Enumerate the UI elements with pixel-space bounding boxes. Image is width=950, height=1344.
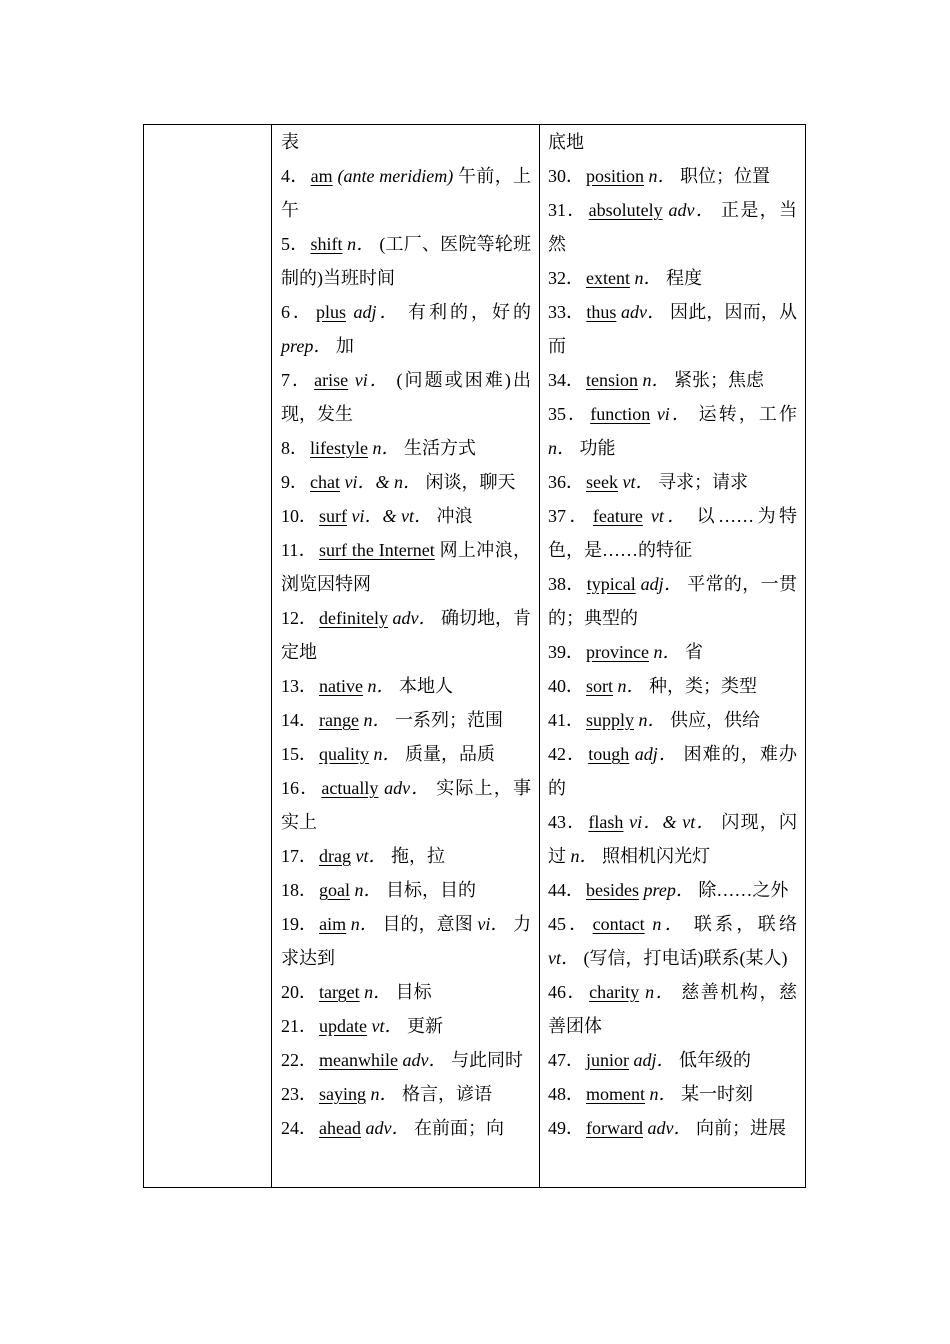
table-empty-column: [144, 125, 272, 1187]
entry-word: surf the Internet: [319, 540, 435, 560]
entry-number: 30．: [548, 166, 584, 186]
entry-word: moment: [586, 1084, 645, 1104]
entry-definition: 职位；位置: [680, 166, 771, 186]
entry-word: position: [586, 166, 645, 186]
entry-word: arise: [314, 370, 349, 390]
entry-part-of-speech: n．: [649, 1084, 677, 1104]
entry-definition-2: 功能: [579, 438, 616, 458]
entry-number: 12．: [281, 608, 318, 628]
entry-number: 23．: [281, 1084, 317, 1104]
entry-part-of-speech: n．: [370, 1084, 398, 1104]
entry-number: 6．: [281, 302, 314, 322]
entry-definition: 困难的，难办的: [548, 744, 798, 798]
entry-number: 14．: [281, 710, 317, 730]
entry-part-of-speech: vt．: [650, 506, 689, 526]
vocab-entry: [281, 873, 531, 907]
entry-number: 7．: [281, 370, 313, 390]
vocab-entry: [548, 1077, 797, 1111]
entry-word: quality: [319, 744, 369, 764]
vocab-entry: [548, 295, 797, 363]
vocab-entry: [281, 363, 531, 431]
entry-definition: 某一时刻: [681, 1084, 753, 1104]
entry-part-of-speech: n．: [634, 268, 662, 288]
entry-part-of-speech: vi．: [656, 404, 693, 424]
entry-word: supply: [586, 710, 635, 730]
entry-definition: 目标，目的: [386, 880, 476, 900]
entry-part-of-speech: vt．: [355, 846, 387, 866]
entry-number: 38．: [548, 574, 585, 594]
entry-word: junior: [586, 1050, 629, 1070]
entry-part-of-speech: n．: [642, 370, 670, 390]
vocab-entry: [281, 737, 531, 771]
entry-word: seek: [586, 472, 618, 492]
vocab-entry: [548, 125, 797, 159]
vocab-column-right: [540, 125, 805, 1187]
vocab-entry: [281, 669, 531, 703]
entry-word: flash: [588, 812, 624, 832]
entry-part-of-speech: n．: [350, 914, 378, 934]
entry-number: 19．: [281, 914, 318, 934]
entry-definition: 除……之外: [698, 880, 789, 900]
entry-word: goal: [319, 880, 350, 900]
entry-number: 36．: [548, 472, 584, 492]
entry-part-of-speech: adv．: [668, 200, 716, 220]
entry-definition-2: 加: [335, 336, 354, 356]
entry-number: 44．: [548, 880, 584, 900]
entry-continuation: 表: [281, 132, 299, 152]
entry-number: 8．: [281, 438, 308, 458]
entry-word: meanwhile: [319, 1050, 398, 1070]
entry-part-of-speech: adv．: [384, 778, 431, 798]
entry-definition: 正是，当然: [548, 200, 798, 254]
entry-word: drag: [319, 846, 351, 866]
entry-definition: 本地人: [398, 676, 453, 696]
entry-part-of-speech: adj．: [634, 744, 678, 764]
entry-number: 10．: [281, 506, 317, 526]
entry-continuation: 底地: [548, 132, 584, 152]
entry-definition: 寻求；请求: [657, 472, 748, 492]
entry-word: target: [319, 982, 360, 1002]
entry-part-of-speech: adv．: [402, 1050, 447, 1070]
entry-number: 9．: [281, 472, 308, 492]
vocab-entry: [281, 1077, 531, 1111]
entry-definition: 程度: [665, 268, 702, 288]
entry-part-of-speech: n．: [373, 744, 401, 764]
vocab-entry: [281, 499, 531, 533]
vocab-entry: [281, 839, 531, 873]
entry-definition: (工厂、医院等轮班制的)当班时间: [281, 234, 532, 288]
entry-part-of-speech: n．: [652, 914, 687, 934]
entry-word: update: [319, 1016, 367, 1036]
entry-definition: 有利的，好的: [408, 302, 532, 322]
entry-word: plus: [316, 302, 347, 322]
vocab-entry: [548, 873, 797, 907]
entry-number: 33．: [548, 302, 585, 322]
entry-word: feature: [592, 506, 643, 526]
entry-part-of-speech-2: n．: [570, 846, 598, 866]
entry-word: province: [586, 642, 649, 662]
entry-number: 21．: [281, 1016, 317, 1036]
vocab-entry: [281, 159, 531, 227]
entry-part-of-speech: n．: [638, 710, 666, 730]
entry-part-of-speech: n．: [354, 880, 382, 900]
entry-number: 40．: [548, 676, 584, 696]
entry-word: charity: [589, 982, 640, 1002]
entry-definition: 目的，意图: [382, 914, 473, 934]
vocab-entry: [548, 465, 797, 499]
entry-number: 42．: [548, 744, 587, 764]
vocab-entry: [548, 159, 797, 193]
entry-part-of-speech: adv．: [392, 608, 437, 628]
entry-definition-2: 照相机闪光灯: [602, 846, 710, 866]
vocab-entry: [281, 125, 531, 159]
entry-number: 17．: [281, 846, 317, 866]
entry-definition: 确切地，肯定地: [281, 608, 532, 662]
vocab-entry: [281, 295, 531, 363]
entry-word: surf: [319, 506, 347, 526]
entry-definition: 生活方式: [403, 438, 476, 458]
vocab-entry: [281, 907, 531, 975]
entry-part-of-speech-2: vi．: [477, 914, 509, 934]
entry-definition: 冲浪: [436, 506, 473, 526]
vocab-entry: [548, 397, 797, 465]
entry-number: 37．: [548, 506, 591, 526]
entry-part-of-speech: adv．: [365, 1118, 410, 1138]
entry-part-of-speech: n．: [645, 982, 676, 1002]
entry-definition: 慈善机构，慈善团体: [548, 982, 797, 1036]
vocab-entry: [548, 499, 797, 567]
entry-word: actually: [321, 778, 379, 798]
entry-definition: 闲谈，聊天: [425, 472, 516, 492]
entry-definition: (问题或困难)出现，发生: [281, 370, 531, 424]
entry-word: contact: [592, 914, 645, 934]
vocab-entry: [548, 363, 797, 397]
entry-number: 22．: [281, 1050, 317, 1070]
entry-number: 35．: [548, 404, 589, 424]
vocab-entry: [281, 533, 531, 601]
vocab-entry: [281, 1009, 531, 1043]
entry-part-of-speech: vt．: [622, 472, 654, 492]
vocab-entry: [548, 805, 797, 873]
entry-word: shift: [310, 234, 343, 254]
entry-number: 13．: [281, 676, 317, 696]
entry-definition: 向前；进展: [695, 1118, 786, 1138]
entry-number: 41．: [548, 710, 584, 730]
vocab-entry: [281, 1111, 531, 1145]
vocab-entry: [548, 703, 797, 737]
entry-part-of-speech: n．: [367, 676, 395, 696]
entry-part-of-speech-2: prep．: [281, 336, 332, 356]
vocab-entry: [548, 567, 797, 635]
entry-word: typical: [586, 574, 636, 594]
entry-definition: 拖，拉: [390, 846, 445, 866]
entry-number: 45．: [548, 914, 591, 934]
entry-part-of-speech: vi．& vt．: [629, 812, 716, 832]
entry-part-of-speech: n．: [347, 234, 375, 254]
entry-definition: 联系，联络: [693, 914, 798, 934]
entry-definition: 紧张；焦虑: [674, 370, 764, 390]
entry-definition: 运转，工作: [698, 404, 798, 424]
entry-word: range: [319, 710, 359, 730]
entry-definition: 质量，品质: [405, 744, 495, 764]
entry-number: 46．: [548, 982, 588, 1002]
vocab-entry: [548, 261, 797, 295]
entry-number: 34．: [548, 370, 584, 390]
vocab-entry: [548, 1043, 797, 1077]
entry-number: 18．: [281, 880, 317, 900]
entry-part-of-speech: n．: [372, 438, 400, 458]
vocab-entry: [281, 431, 531, 465]
entry-word: function: [590, 404, 651, 424]
entry-part-of-speech: n．: [653, 642, 681, 662]
vocab-entry: [281, 975, 531, 1009]
entry-word: am: [310, 166, 333, 186]
entry-word: definitely: [319, 608, 388, 628]
entry-word: besides: [586, 880, 639, 900]
entry-number: 49．: [548, 1118, 584, 1138]
entry-number: 39．: [548, 642, 584, 662]
vocab-entry: [548, 975, 797, 1043]
entry-definition: 省: [684, 642, 703, 662]
entry-word: chat: [310, 472, 340, 492]
vocab-entry: [548, 193, 797, 261]
entry-number: 4．: [281, 166, 309, 186]
vocab-entry: [548, 1111, 797, 1145]
entry-word: tough: [588, 744, 630, 764]
entry-part-of-speech: prep．: [643, 880, 694, 900]
entry-number: 16．: [281, 778, 320, 798]
entry-definition: 闪现，闪过: [548, 812, 798, 866]
entry-definition-2: (写信，打电话)联系(某人): [583, 948, 788, 968]
entry-word: saying: [319, 1084, 366, 1104]
entry-part-of-speech-2: n．: [548, 438, 575, 458]
entry-part-of-speech: adj．: [640, 574, 683, 594]
vocab-entry: [281, 465, 531, 499]
entry-number: 31．: [548, 200, 587, 220]
entry-definition: 一系列；范围: [394, 710, 503, 730]
entry-word: absolutely: [588, 200, 663, 220]
entry-word: sort: [586, 676, 613, 696]
entry-word: ahead: [319, 1118, 361, 1138]
entry-part-of-speech: n．: [364, 982, 392, 1002]
entry-part-of-speech-2: vt．: [548, 948, 579, 968]
entry-definition: 供应，供给: [670, 710, 761, 730]
entry-part-of-speech: vi．& n．: [344, 472, 421, 492]
entry-part-of-speech: vi．: [354, 370, 390, 390]
entry-word: lifestyle: [310, 438, 368, 458]
vocab-entry: [281, 227, 531, 295]
entry-part-of-speech: adj．: [633, 1050, 675, 1070]
entry-word: forward: [586, 1118, 643, 1138]
vocabulary-table: [143, 124, 806, 1188]
entry-part-of-speech: n．: [648, 166, 676, 186]
entry-definition: 与此同时: [450, 1050, 523, 1070]
entry-definition: 更新: [406, 1016, 443, 1036]
vocab-entry: [548, 907, 797, 975]
vocab-entry: [548, 737, 797, 805]
entry-number: 15．: [281, 744, 317, 764]
entry-part-of-speech: vi．& vt．: [351, 506, 432, 526]
entry-part-of-speech: adj．: [353, 302, 401, 322]
entry-number: 11．: [281, 540, 318, 560]
entry-definition: 格言，谚语: [402, 1084, 492, 1104]
vocab-entry: [548, 669, 797, 703]
vocab-entry: [281, 1043, 531, 1077]
entry-word: extent: [586, 268, 630, 288]
entry-number: 32．: [548, 268, 584, 288]
entry-definition: 目标: [395, 982, 432, 1002]
vocab-entry: [281, 771, 531, 839]
entry-definition: 实际上，事实上: [281, 778, 532, 832]
entry-definition-2: 力求达到: [281, 914, 532, 968]
entry-number: 43．: [548, 812, 587, 832]
entry-definition: 网上冲浪，浏览因特网: [281, 540, 532, 594]
vocab-entry: [548, 635, 797, 669]
entry-definition: 午前，上午: [281, 166, 532, 220]
entry-definition: 平常的，一贯的；典型的: [548, 574, 798, 628]
entry-word: native: [319, 676, 363, 696]
entry-definition: 在前面；向: [413, 1118, 504, 1138]
entry-part-of-speech: vt．: [371, 1016, 403, 1036]
entry-number: 20．: [281, 982, 317, 1002]
vocab-entry: [281, 601, 531, 669]
entry-definition: 种，类；类型: [649, 676, 757, 696]
entry-definition: 以……为特色，是……的特征: [548, 506, 798, 560]
entry-word-origin: (ante meridiem): [337, 166, 454, 186]
entry-number: 5．: [281, 234, 309, 254]
entry-definition: 因此，因而，从而: [548, 302, 798, 356]
entry-part-of-speech: n．: [617, 676, 645, 696]
entry-number: 24．: [281, 1118, 317, 1138]
entry-word: aim: [319, 914, 347, 934]
entry-definition: 低年级的: [679, 1050, 752, 1070]
vocab-column-left: [272, 125, 540, 1187]
entry-part-of-speech: n．: [363, 710, 391, 730]
entry-word: thus: [586, 302, 617, 322]
entry-part-of-speech: adv．: [647, 1118, 692, 1138]
entry-number: 47．: [548, 1050, 584, 1070]
vocab-entry: [281, 703, 531, 737]
entry-part-of-speech: adv．: [621, 302, 666, 322]
entry-word: tension: [586, 370, 638, 390]
entry-number: 48．: [548, 1084, 584, 1104]
